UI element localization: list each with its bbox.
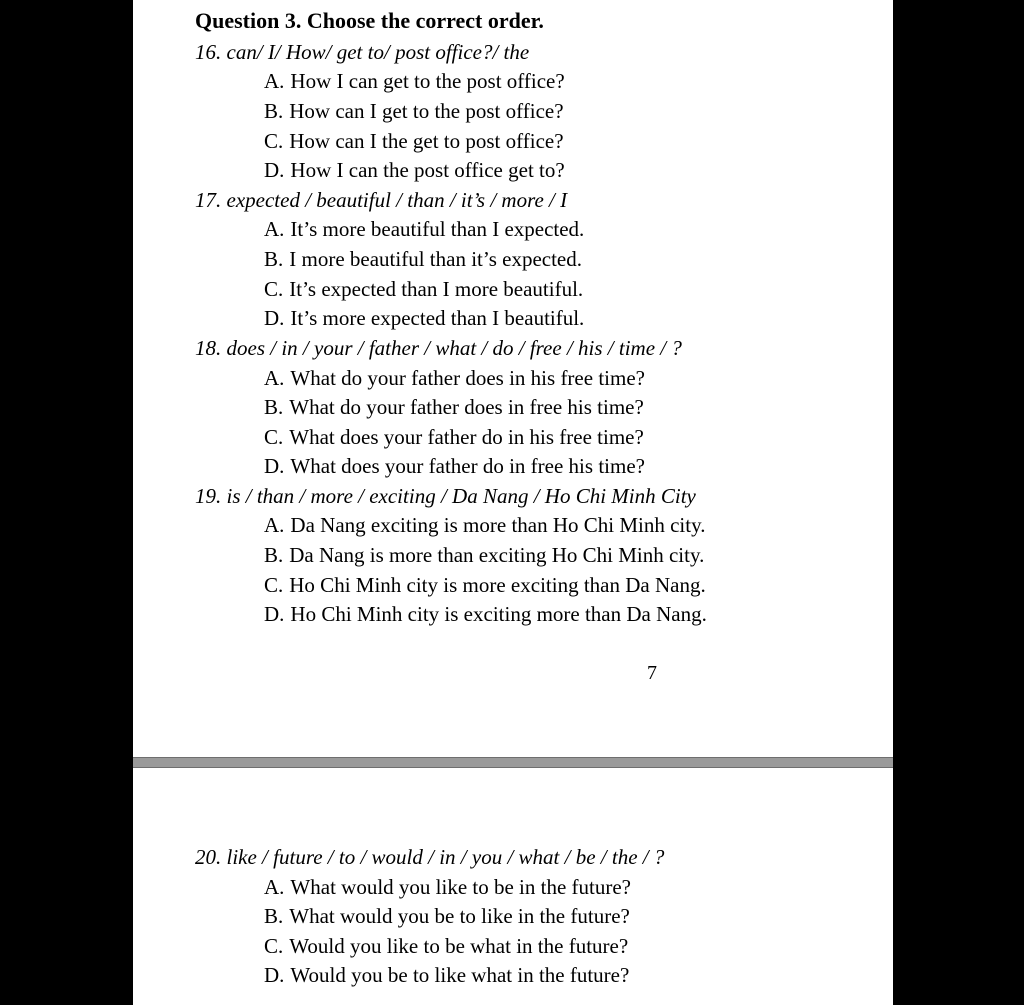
question-18-option-d: [264, 452, 645, 480]
option-text: How can I get to the post office?: [289, 99, 564, 123]
option-text: It’s expected than I more beautiful.: [289, 277, 584, 301]
question-17-stem: 17. expected / beautiful / than / it’s / more / I: [195, 188, 568, 212]
section-heading: Question 3. Choose the correct order.: [195, 8, 544, 33]
question-19-option-c: [264, 571, 706, 599]
question-18-option-a: [264, 364, 645, 392]
question-17-option-d: [264, 304, 584, 332]
option-text: Would you be to like what in the future?: [290, 963, 630, 987]
question-16-option-a: [264, 67, 565, 95]
option-text: Ho Chi Minh city is more exciting than Da Nang.: [289, 573, 706, 597]
question-19-stem: 19. is / than / more / exciting / Da Nang / Ho Chi Minh City: [195, 484, 696, 508]
option-letter: D.: [264, 158, 285, 182]
question-17-option-a: [264, 215, 584, 243]
option-text: Ho Chi Minh city is exciting more than Da Nang.: [290, 602, 707, 626]
option-text: I more beautiful than it’s expected.: [289, 247, 582, 271]
option-letter: C.: [264, 425, 284, 449]
option-letter: A.: [264, 366, 285, 390]
option-letter: A.: [264, 513, 285, 537]
option-text: How I can the post office get to?: [290, 158, 565, 182]
option-text: What does your father do in free his time?: [290, 454, 645, 478]
question-20-option-d: [264, 961, 629, 989]
option-text: Would you like to be what in the future?: [289, 934, 629, 958]
option-text: What would you like to be in the future?: [290, 875, 631, 899]
question-16-option-c: [264, 127, 564, 155]
page-separator: [133, 757, 893, 768]
question-20-option-a: [264, 873, 631, 901]
option-letter: A.: [264, 217, 285, 241]
option-letter: D.: [264, 454, 285, 478]
question-16-option-d: [264, 156, 565, 184]
option-letter: D.: [264, 306, 285, 330]
question-18-option-c: [264, 423, 644, 451]
option-text: How can I the get to post office?: [289, 129, 564, 153]
question-20-option-b: [264, 902, 630, 930]
option-letter: C.: [264, 934, 284, 958]
option-text: Da Nang exciting is more than Ho Chi Minh city.: [290, 513, 706, 537]
question-19-option-d: [264, 600, 707, 628]
option-letter: D.: [264, 602, 285, 626]
option-letter: A.: [264, 69, 285, 93]
option-letter: D.: [264, 963, 285, 987]
question-20-stem: 20. like / future / to / would / in / you / what / be / the / ?: [195, 845, 665, 869]
option-text: It’s more expected than I beautiful.: [290, 306, 585, 330]
question-19-option-a: [264, 511, 706, 539]
question-18-stem: 18. does / in / your / father / what / do / free / his / time / ?: [195, 336, 682, 360]
option-text: What would you be to like in the future?: [289, 904, 630, 928]
question-20-option-c: [264, 932, 628, 960]
question-19-option-b: [264, 541, 704, 569]
document-page-2: [133, 768, 893, 1005]
option-text: How I can get to the post office?: [290, 69, 565, 93]
question-16-option-b: [264, 97, 564, 125]
option-text: It’s more beautiful than I expected.: [290, 217, 585, 241]
option-text: What does your father do in his free time?: [289, 425, 644, 449]
question-17-option-c: [264, 275, 583, 303]
option-letter: B.: [264, 543, 284, 567]
option-letter: A.: [264, 875, 285, 899]
option-text: What do your father does in his free time?: [290, 366, 645, 390]
option-letter: B.: [264, 395, 284, 419]
page-number: 7: [647, 662, 657, 684]
question-17-option-b: [264, 245, 582, 273]
option-letter: B.: [264, 99, 284, 123]
option-letter: B.: [264, 904, 284, 928]
question-16-stem: 16. can/ I/ How/ get to/ post office?/ the: [195, 40, 530, 64]
option-letter: B.: [264, 247, 284, 271]
option-text: Da Nang is more than exciting Ho Chi Minh city.: [289, 543, 705, 567]
option-letter: C.: [264, 573, 284, 597]
option-letter: C.: [264, 277, 284, 301]
question-18-option-b: [264, 393, 644, 421]
document-page-1: [133, 0, 893, 757]
option-text: What do your father does in free his time?: [289, 395, 644, 419]
option-letter: C.: [264, 129, 284, 153]
